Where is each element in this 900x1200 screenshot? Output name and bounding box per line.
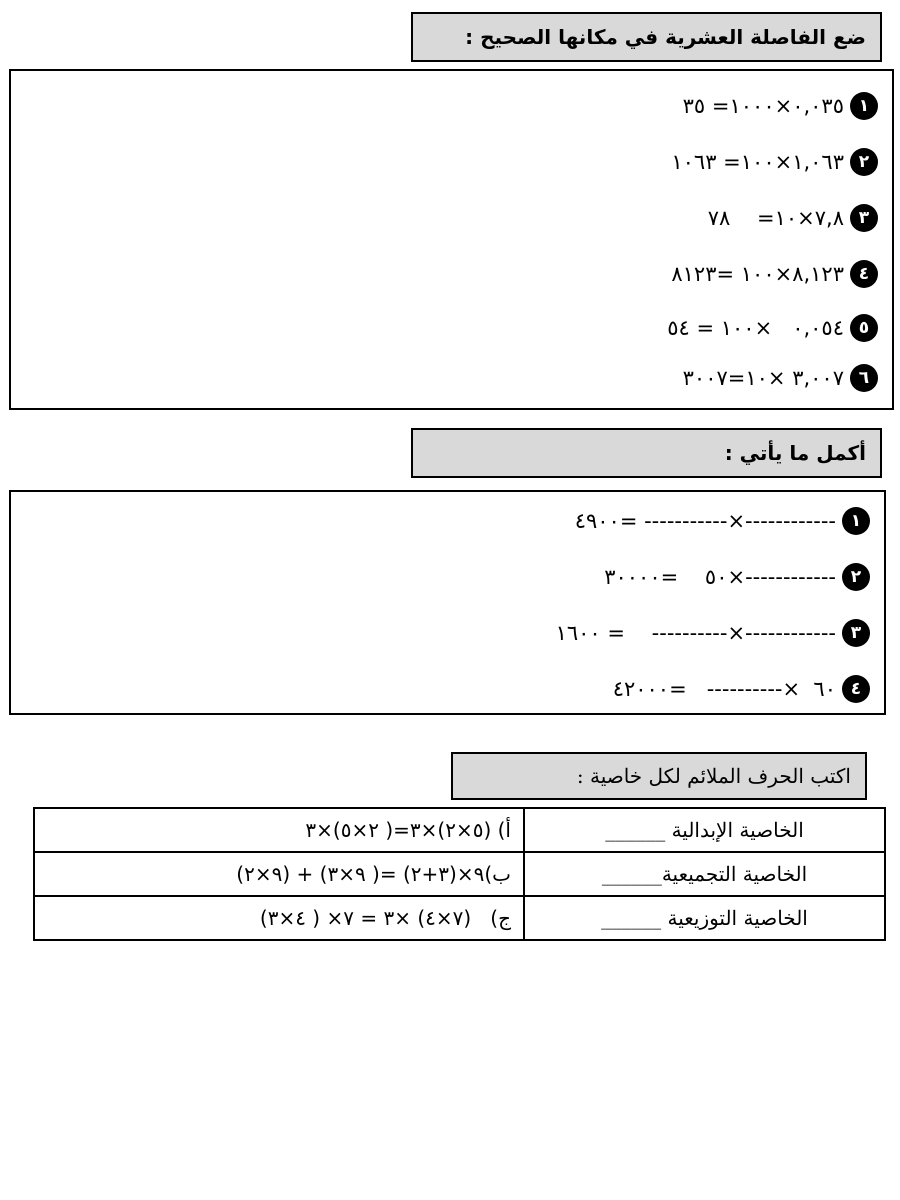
- number-badge: ٥: [850, 314, 878, 342]
- list-item: [671, 145, 878, 179]
- number-badge: ٦: [850, 364, 878, 392]
- expression: ٨١٢٣= ١٠٠×٨,١٢٣: [671, 262, 844, 286]
- expression: ٣٠٠٧=١٠× ٣,٠٠٧: [682, 366, 844, 390]
- expression: ٧٨ =١٠×٧,٨: [707, 206, 844, 230]
- expression: ٣٥ =١٠٠٠×٠,٠٣٥: [682, 94, 844, 118]
- table-row: [34, 852, 885, 896]
- expression: ٤٩٠٠= -----------×------------: [574, 509, 836, 533]
- number-badge: ٣: [842, 619, 870, 647]
- list-item: [671, 257, 878, 291]
- expression: ٤٢٠٠٠= ----------× ٦٠: [612, 677, 836, 701]
- number-badge: ٢: [842, 563, 870, 591]
- expression: ٣٠٠٠٠= ٥٠×------------: [604, 565, 836, 589]
- property-name: الخاصية الإبدالية ______: [524, 808, 885, 852]
- property-name: الخاصية التوزيعية ______: [524, 896, 885, 940]
- list-item: [556, 616, 870, 650]
- list-item: [683, 361, 878, 395]
- number-badge: ١: [850, 92, 878, 120]
- list-item: [708, 201, 878, 235]
- number-badge: ٤: [842, 675, 870, 703]
- table-row: [34, 896, 885, 940]
- section2-title: أكمل ما يأتي :: [411, 428, 882, 478]
- list-item: [613, 672, 870, 706]
- table-row: [34, 808, 885, 852]
- section2-box: [9, 490, 886, 715]
- list-item: [667, 311, 878, 345]
- number-badge: ٤: [850, 260, 878, 288]
- section3-title: اكتب الحرف الملائم لكل خاصية :: [451, 752, 867, 800]
- property-example: أ) (٥×٢)×٣=( ٢×٥)×٣: [34, 808, 524, 852]
- list-item: [604, 560, 870, 594]
- property-name: الخاصية التجميعية______: [524, 852, 885, 896]
- list-item: [683, 89, 878, 123]
- number-badge: ٣: [850, 204, 878, 232]
- section1-title: ضع الفاصلة العشرية في مكانها الصحيح :: [411, 12, 882, 62]
- number-badge: ١: [842, 507, 870, 535]
- expression: ١٦٠٠ = ----------×------------: [555, 621, 836, 645]
- section1-box: [9, 69, 894, 410]
- property-example: ج) (٧×٤) ×٣ = ٧× ( ٤×٣): [34, 896, 524, 940]
- expression: ٥٤ = ١٠٠× ٠,٠٥٤: [667, 316, 844, 340]
- expression: ١٠٦٣ =١٠٠×١,٠٦٣: [671, 150, 844, 174]
- properties-table: [33, 807, 886, 941]
- list-item: [575, 504, 870, 538]
- number-badge: ٢: [850, 148, 878, 176]
- property-example: ب)٩×(٣+٢) =( ٩×٣) + (٩×٢): [34, 852, 524, 896]
